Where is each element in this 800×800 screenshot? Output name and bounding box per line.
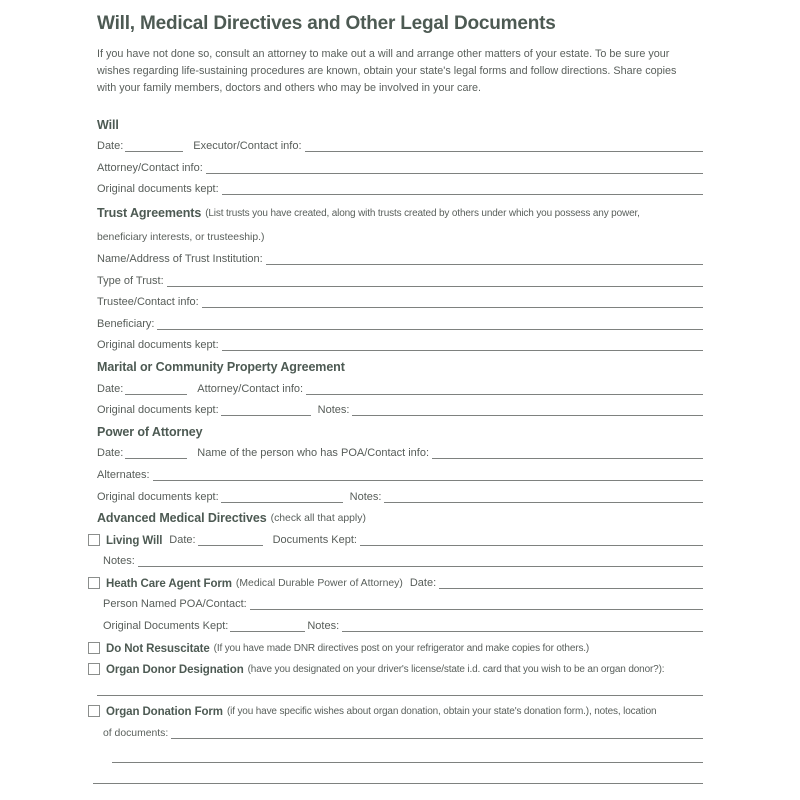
poa-alternates-row (97, 460, 703, 482)
will-date-label: Date: (97, 140, 124, 153)
dnr-checkbox[interactable] (88, 642, 100, 654)
living-will-label: Living Will (106, 534, 163, 547)
health-care-agent-row (88, 568, 703, 590)
will-attorney-label: Attorney/Contact info: (97, 161, 203, 174)
organ-donor-designation-row (88, 655, 703, 677)
poa-docs-label: Original documents kept: (97, 490, 219, 503)
poa-date-row (97, 439, 703, 461)
marital-docs-row (97, 396, 703, 418)
trust-heading-note-line1: (List trusts you have created, along with trusts created by others under which you possess any power, (205, 208, 640, 220)
trust-institution-label: Name/Address of Trust Institution: (97, 252, 263, 265)
will-executor-label: Executor/Contact info: (193, 140, 302, 153)
poa-date-label: Date: (97, 447, 124, 460)
will-section-heading-row (97, 110, 703, 132)
will-executor-line[interactable] (305, 150, 703, 152)
living-will-checkbox[interactable] (88, 534, 100, 546)
poa-notes-label: Notes: (349, 490, 382, 503)
amd-heading: Advanced Medical Directives (97, 511, 267, 526)
health-care-agent-docs-blank[interactable] (230, 630, 305, 632)
trust-trustee-line[interactable] (202, 306, 703, 308)
health-care-agent-person-row (103, 590, 703, 612)
page-title: Will, Medical Directives and Other Legal Documents (97, 13, 556, 34)
health-care-agent-docs-row (103, 611, 703, 633)
living-will-date-label: Date: (169, 533, 196, 546)
dnr-label: Do Not Resuscitate (106, 642, 210, 655)
notes-extra-row-2 (93, 764, 703, 785)
poa-alternates-line[interactable] (153, 479, 703, 481)
trust-trustee-label: Trustee/Contact info: (97, 296, 199, 309)
poa-name-line[interactable] (432, 457, 703, 459)
living-will-row (88, 525, 703, 547)
trust-heading-note-line2: beneficiary interests, or trusteeship.) (97, 232, 265, 244)
will-attorney-line[interactable] (206, 172, 703, 174)
living-will-docs-label: Documents Kept: (272, 533, 357, 546)
living-will-notes-line[interactable] (138, 565, 703, 567)
organ-donor-designation-checkbox[interactable] (88, 663, 100, 675)
poa-notes-line[interactable] (384, 501, 703, 503)
marital-date-label: Date: (97, 382, 124, 395)
organ-donation-form-documents-line[interactable] (171, 737, 703, 739)
notes-extra-row-1 (112, 740, 703, 764)
intro-paragraph: If you have not done so, consult an attorney to make out a will and arrange other matters of your estate. To be sure your wishes regarding life-sustaining procedures are known, obtain your state's legal forms and follow directions. Share copies with your family members, doctors and others who may be involved in your care. (97, 48, 677, 94)
trust-beneficiary-row (97, 309, 703, 331)
marital-attorney-label: Attorney/Contact info: (197, 382, 304, 395)
poa-date-blank[interactable] (125, 457, 187, 459)
poa-docs-blank[interactable] (221, 501, 343, 503)
organ-donation-form-row (88, 697, 703, 719)
health-care-agent-checkbox[interactable] (88, 577, 100, 589)
trust-heading-row (97, 196, 703, 220)
marital-heading-row (97, 352, 703, 374)
health-care-agent-notes-label: Notes: (307, 620, 340, 633)
form-page (97, 12, 703, 785)
organ-donor-designation-note: (have you designated on your driver's license/state i.d. card that you wish to be an organ donor?): (247, 664, 665, 676)
trust-type-line[interactable] (167, 285, 703, 287)
trust-heading: Trust Agreements (97, 206, 202, 221)
organ-donor-designation-answer-row (97, 676, 703, 697)
living-will-date-blank[interactable] (198, 544, 263, 546)
poa-docs-row (97, 482, 703, 504)
organ-donation-form-label: Organ Donation Form (106, 706, 223, 719)
amd-heading-row (97, 504, 703, 526)
poa-name-label: Name of the person who has POA/Contact info: (197, 447, 430, 460)
trust-type-row (97, 266, 703, 288)
trust-docs-label: Original documents kept: (97, 339, 219, 352)
organ-donor-designation-line[interactable] (97, 694, 703, 696)
marital-notes-line[interactable] (352, 414, 703, 416)
trust-docs-line[interactable] (222, 349, 703, 351)
living-will-notes-row (103, 547, 703, 569)
health-care-agent-person-label: Person Named POA/Contact: (103, 598, 247, 611)
marital-heading: Marital or Community Property Agreement (97, 359, 345, 374)
poa-heading-row (97, 417, 703, 439)
trust-docs-row (97, 331, 703, 353)
dnr-row (88, 633, 703, 655)
organ-donor-designation-label: Organ Donor Designation (106, 664, 244, 677)
will-heading: Will (97, 117, 119, 132)
poa-alternates-label: Alternates: (97, 468, 150, 481)
health-care-agent-notes-line[interactable] (342, 630, 703, 632)
trust-institution-row (97, 244, 703, 266)
will-docs-line[interactable] (222, 193, 703, 195)
living-will-docs-line[interactable] (360, 544, 703, 546)
marital-docs-label: Original documents kept: (97, 404, 219, 417)
amd-heading-note: (check all that apply) (270, 513, 366, 525)
notes-extra-line-2[interactable] (93, 782, 703, 784)
organ-donation-form-note-line1: (if you have specific wishes about organ donation, obtain your state's donation form.), notes, location (226, 706, 657, 718)
marital-date-blank[interactable] (125, 393, 187, 395)
trust-institution-line[interactable] (266, 263, 703, 265)
trust-beneficiary-line[interactable] (157, 328, 703, 330)
trust-type-label: Type of Trust: (97, 274, 164, 287)
trust-beneficiary-label: Beneficiary: (97, 317, 155, 330)
will-docs-label: Original documents kept: (97, 183, 219, 196)
will-attorney-row (97, 153, 703, 175)
health-care-agent-date-line[interactable] (439, 587, 703, 589)
will-docs-row (97, 175, 703, 197)
organ-donation-form-documents-row (103, 718, 703, 740)
poa-heading: Power of Attorney (97, 424, 203, 439)
health-care-agent-date-label: Date: (409, 576, 437, 589)
marital-docs-blank[interactable] (221, 414, 311, 416)
living-will-notes-label: Notes: (103, 555, 135, 568)
notes-extra-line-1[interactable] (112, 761, 703, 763)
health-care-agent-person-line[interactable] (250, 608, 703, 610)
health-care-agent-docs-label: Original Documents Kept: (103, 620, 229, 633)
health-care-agent-label: Heath Care Agent Form (106, 577, 232, 590)
marital-notes-label: Notes: (317, 404, 350, 417)
dnr-note: (If you have made DNR directives post on your refrigerator and make copies for others.) (213, 642, 590, 654)
organ-donation-form-checkbox[interactable] (88, 705, 100, 717)
trust-heading-note-row2 (97, 220, 703, 244)
organ-donation-form-note-line2: of documents: (103, 727, 169, 739)
marital-date-row (97, 374, 703, 396)
health-care-agent-note: (Medical Durable Power of Attorney) (235, 577, 403, 589)
trust-trustee-row (97, 288, 703, 310)
will-date-blank[interactable] (125, 150, 183, 152)
will-date-row (97, 132, 703, 154)
marital-attorney-line[interactable] (306, 393, 703, 395)
